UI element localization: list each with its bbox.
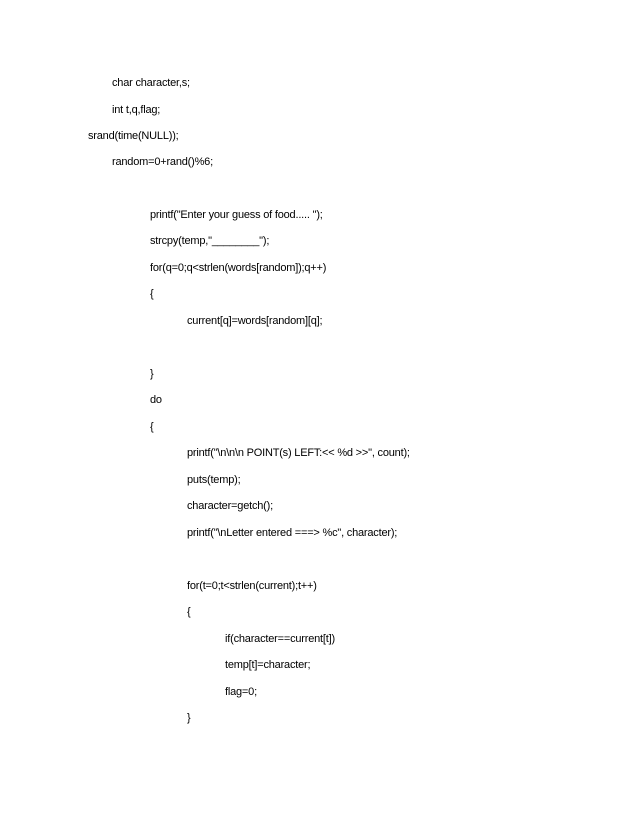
code-line-20: temp[t]=character; <box>225 659 311 671</box>
code-line-19: if(character==current[t]) <box>225 633 335 645</box>
code-line-18: { <box>187 606 191 618</box>
code-line-10: } <box>150 368 154 380</box>
code-line-4: random=0+rand()%6; <box>112 156 213 168</box>
code-line-14: puts(temp); <box>187 474 241 486</box>
code-line-16: printf("\nLetter entered ===> %c", character); <box>187 527 398 539</box>
code-line-21: flag=0; <box>225 686 257 698</box>
code-line-9: current[q]=words[random][q]; <box>187 315 323 327</box>
code-line-17: for(t=0;t<strlen(current);t++) <box>187 580 317 592</box>
code-line-5: printf("Enter your guess of food..... "); <box>150 209 323 221</box>
code-line-15: character=getch(); <box>187 500 273 512</box>
code-line-8: { <box>150 288 154 300</box>
code-line-11: do <box>150 394 162 406</box>
code-line-3: srand(time(NULL)); <box>88 130 179 142</box>
code-line-1: char character,s; <box>112 77 190 89</box>
code-line-22: } <box>187 712 191 724</box>
code-line-13: printf("\n\n\n POINT(s) LEFT:<< %d >>", count); <box>187 447 410 459</box>
code-line-7: for(q=0;q<strlen(words[random]);q++) <box>150 262 327 274</box>
code-line-6: strcpy(temp,"________"); <box>150 235 270 247</box>
code-line-2: int t,q,flag; <box>112 104 161 116</box>
code-line-12: { <box>150 421 154 433</box>
